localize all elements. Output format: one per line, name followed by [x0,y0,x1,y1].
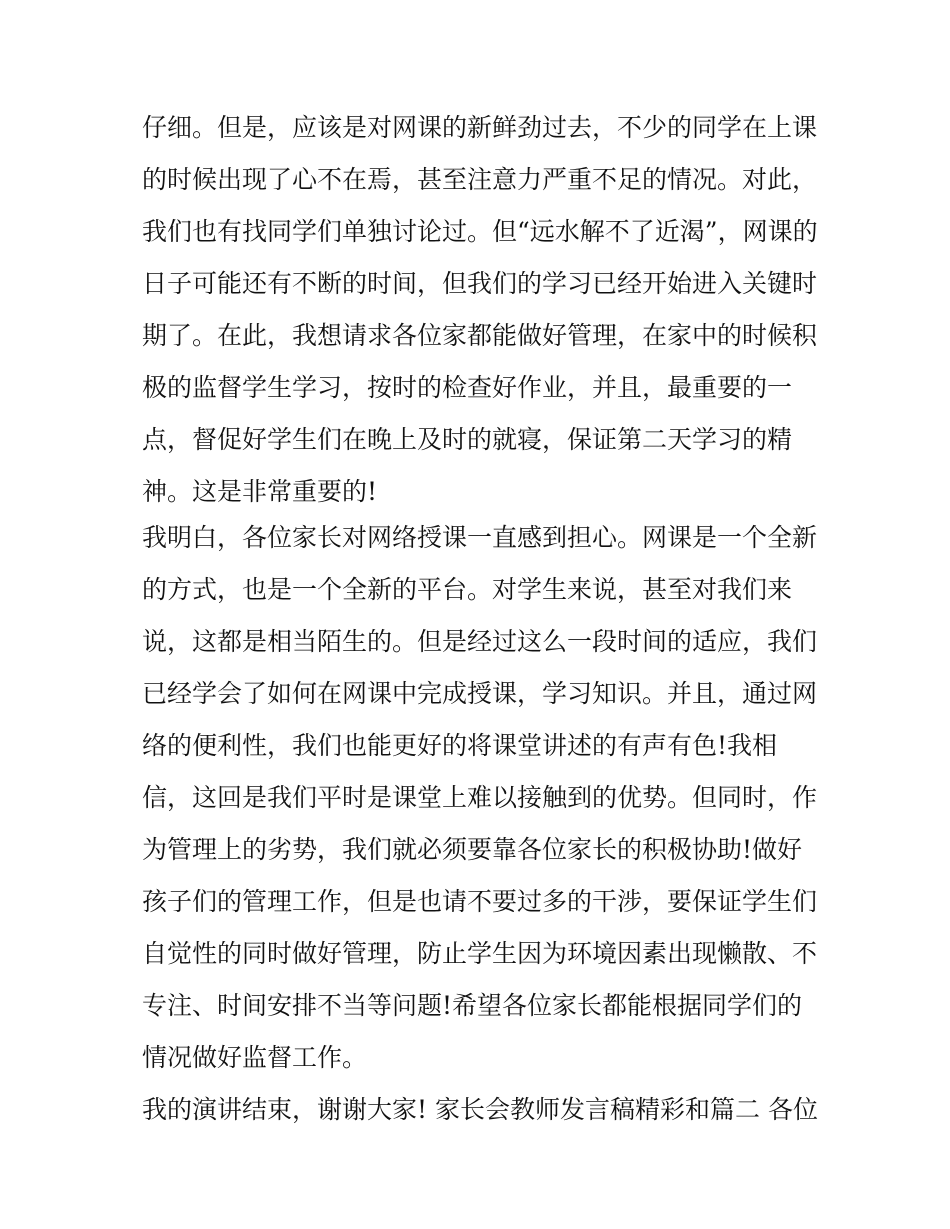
text-line: 自觉性的同时做好管理，防止学生因为环境因素出现懒散、不 [142,939,818,968]
text-line: 络的便利性，我们也能更好的将课堂讲述的有声有色!我相 [142,731,778,760]
text-line: 我明白，各位家长对网络授课一直感到担心。网课是一个全新 [142,523,818,552]
text-line: 已经学会了如何在网课中完成授课，学习知识。并且，通过网 [142,679,818,708]
text-line: 我的演讲结束，谢谢大家! 家长会教师发言稿精彩和篇二 各位 [142,1095,818,1124]
text-line: 为管理上的劣势，我们就必须要靠各位家长的积极协助!做好 [142,835,803,864]
text-line: 孩子们的管理工作，但是也请不要过多的干涉，要保证学生们 [142,887,818,916]
text-line: 仔细。但是，应该是对网课的新鲜劲过去，不少的同学在上课 [142,113,818,142]
text-line: 神。这是非常重要的! [142,477,378,506]
text-line: 极的监督学生学习，按时的检查好作业，并且，最重要的一 [142,373,793,402]
text-line: 的方式，也是一个全新的平台。对学生来说，甚至对我们来 [142,575,793,604]
text-line: 我们也有找同学们单独讨论过。但“远水解不了近渴”，网课的 [142,217,818,246]
text-line: 情况做好监督工作。 [142,1043,368,1072]
text-line: 期了。在此，我想请求各位家都能做好管理，在家中的时候积 [142,321,818,350]
text-line: 专注、时间安排不当等问题!希望各位家长都能根据同学们的 [142,991,803,1020]
text-line: 的时候出现了心不在焉，甚至注意力严重不足的情况。对此， [142,165,818,194]
text-line: 信，这回是我们平时是课堂上难以接触到的优势。但同时，作 [142,783,818,812]
text-line: 点，督促好学生们在晚上及时的就寝，保证第二天学习的精 [142,425,793,454]
text-line: 日子可能还有不断的时间，但我们的学习已经开始进入关键时 [142,269,818,298]
text-line: 说，这都是相当陌生的。但是经过这么一段时间的适应，我们 [142,627,818,656]
